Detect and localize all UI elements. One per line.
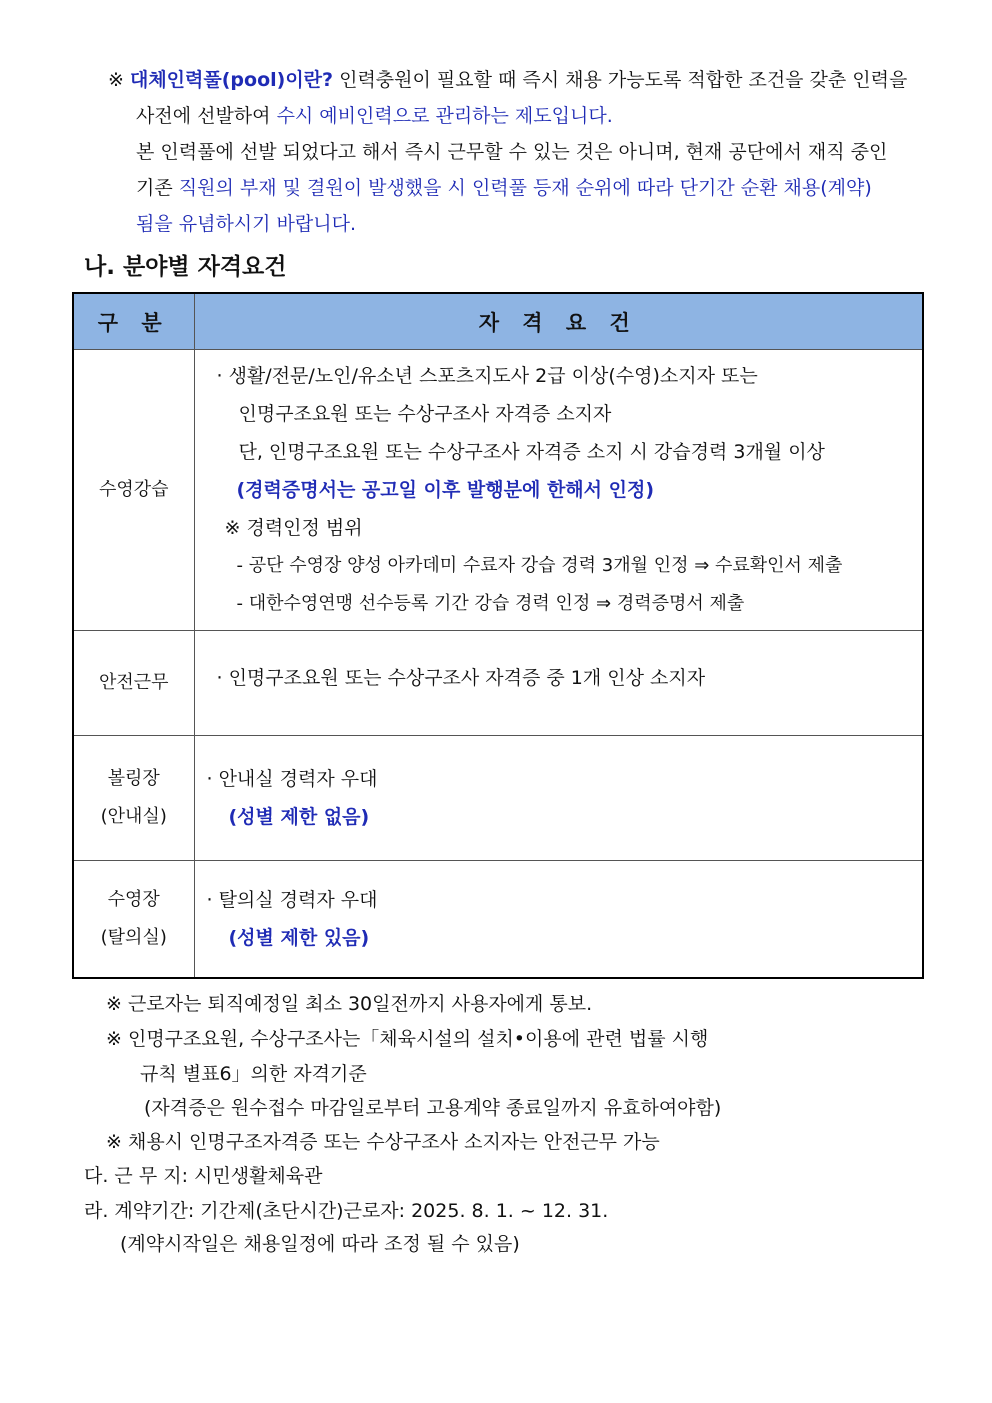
table-row — [73, 736, 923, 861]
requirement-line: 인명구조요원 또는 수상구조사 자격증 소지자 — [238, 403, 612, 425]
requirement-line: - 공단 수영장 양성 아카데미 수료자 강습 경력 3개월 인정 ⇒ 수료확인서 제출 — [236, 555, 843, 576]
requirement-line: · 안내실 경력자 우대 — [206, 768, 378, 790]
requirement-cell — [194, 631, 923, 736]
note-qualification-law: ※ 인명구조요원, 수상구조사는「체육시설의 설치•이용에 관련 법률 시행 — [106, 1028, 709, 1050]
category-cell — [73, 631, 194, 736]
requirement-note-highlight: (성별 제한 없음) — [228, 806, 370, 828]
category-label: 수영장 — [107, 888, 160, 910]
requirement-cell — [194, 350, 923, 631]
intro-line-3: 본 인력풀에 선발 되었다고 해서 즉시 근무할 수 있는 것은 아니며, 현재 공단에서 재직 중인 — [136, 141, 888, 163]
requirement-line: - 대한수영연맹 선수등록 기간 강습 경력 인정 ⇒ 경력증명서 제출 — [236, 593, 745, 614]
table-header-row — [73, 293, 923, 350]
table-row — [73, 861, 923, 978]
header-requirements: 자 격 요 건 — [194, 293, 923, 350]
table-row — [73, 631, 923, 736]
intro-line-4-highlight: 직원의 부재 및 결원이 발생했을 시 인력풀 등재 순위에 따라 단기간 순환 채용(계약) — [178, 177, 872, 199]
requirement-cell — [194, 736, 923, 861]
requirement-cell — [194, 861, 923, 978]
category-sublabel: (탈의실) — [100, 926, 167, 948]
intro-line-5: 됨을 유념하시기 바랍니다. — [136, 213, 357, 235]
category-label: 수영강습 — [98, 479, 169, 500]
category-label: 안전근무 — [98, 672, 169, 693]
section-heading: 나. 분야별 자격요건 — [84, 254, 287, 280]
pool-term: 대체인력풀(pool)이란? — [129, 69, 334, 91]
workplace: 다. 근 무 지: 시민생활체육관 — [84, 1165, 323, 1187]
intro-line-2-plain: 사전에 선발하여 — [136, 105, 277, 127]
requirement-line: · 탈의실 경력자 우대 — [206, 888, 378, 911]
category-cell — [73, 861, 194, 978]
category-cell — [73, 736, 194, 861]
requirement-line: · 인명구조요원 또는 수상구조사 자격증 중 1개 인상 소지자 — [216, 667, 706, 689]
note-safety-duty: ※ 채용시 인명구조자격증 또는 수상구조사 소지자는 안전근무 가능 — [106, 1131, 660, 1153]
contract-note: (계약시작일은 채용일정에 따라 조정 될 수 있음) — [120, 1233, 520, 1255]
header-category: 구 분 — [73, 293, 194, 350]
requirements-table — [72, 292, 924, 979]
category-cell — [73, 350, 194, 631]
requirement-line: · 생활/전문/노인/유소년 스포츠지도사 2급 이상(수영)소지자 또는 — [216, 365, 758, 387]
category-label: 볼링장 — [107, 768, 160, 789]
note-qualification-law-cont: 규칙 별표6」의한 자격기준 — [140, 1063, 367, 1085]
requirement-line: 단, 인명구조요원 또는 수상구조사 자격증 소지 시 강습경력 3개월 이상 — [238, 441, 825, 463]
table-row — [73, 350, 923, 631]
intro-line-4-plain: 기존 — [136, 177, 179, 199]
intro-line-4 — [136, 176, 872, 200]
reference-mark: ※ — [108, 69, 124, 91]
note-validity: (자격증은 원수접수 마감일로부터 고용계약 종료일까지 유효하여야함) — [144, 1097, 722, 1119]
requirement-note-highlight: (경력증명서는 공고일 이후 발행분에 한해서 인정) — [236, 479, 655, 501]
intro-line-2 — [136, 104, 613, 128]
contract-period: 라. 계약기간: 기간제(초단시간)근로자: 2025. 8. 1. ~ 12. 31. — [84, 1200, 609, 1222]
requirement-line: ※ 경력인정 범위 — [224, 517, 363, 539]
intro-line-1-rest: 인력충원이 필요할 때 즉시 채용 가능도록 적합한 조건을 갖춘 인력을 — [333, 69, 908, 91]
requirement-note-highlight: (성별 제한 있음) — [228, 926, 370, 949]
category-sublabel: (안내실) — [100, 806, 167, 827]
intro-line-2-highlight: 수시 예비인력으로 관리하는 제도입니다. — [276, 105, 613, 127]
intro-line-1 — [108, 68, 907, 92]
note-notice-period: ※ 근로자는 퇴직예정일 최소 30일전까지 사용자에게 통보. — [106, 993, 593, 1015]
